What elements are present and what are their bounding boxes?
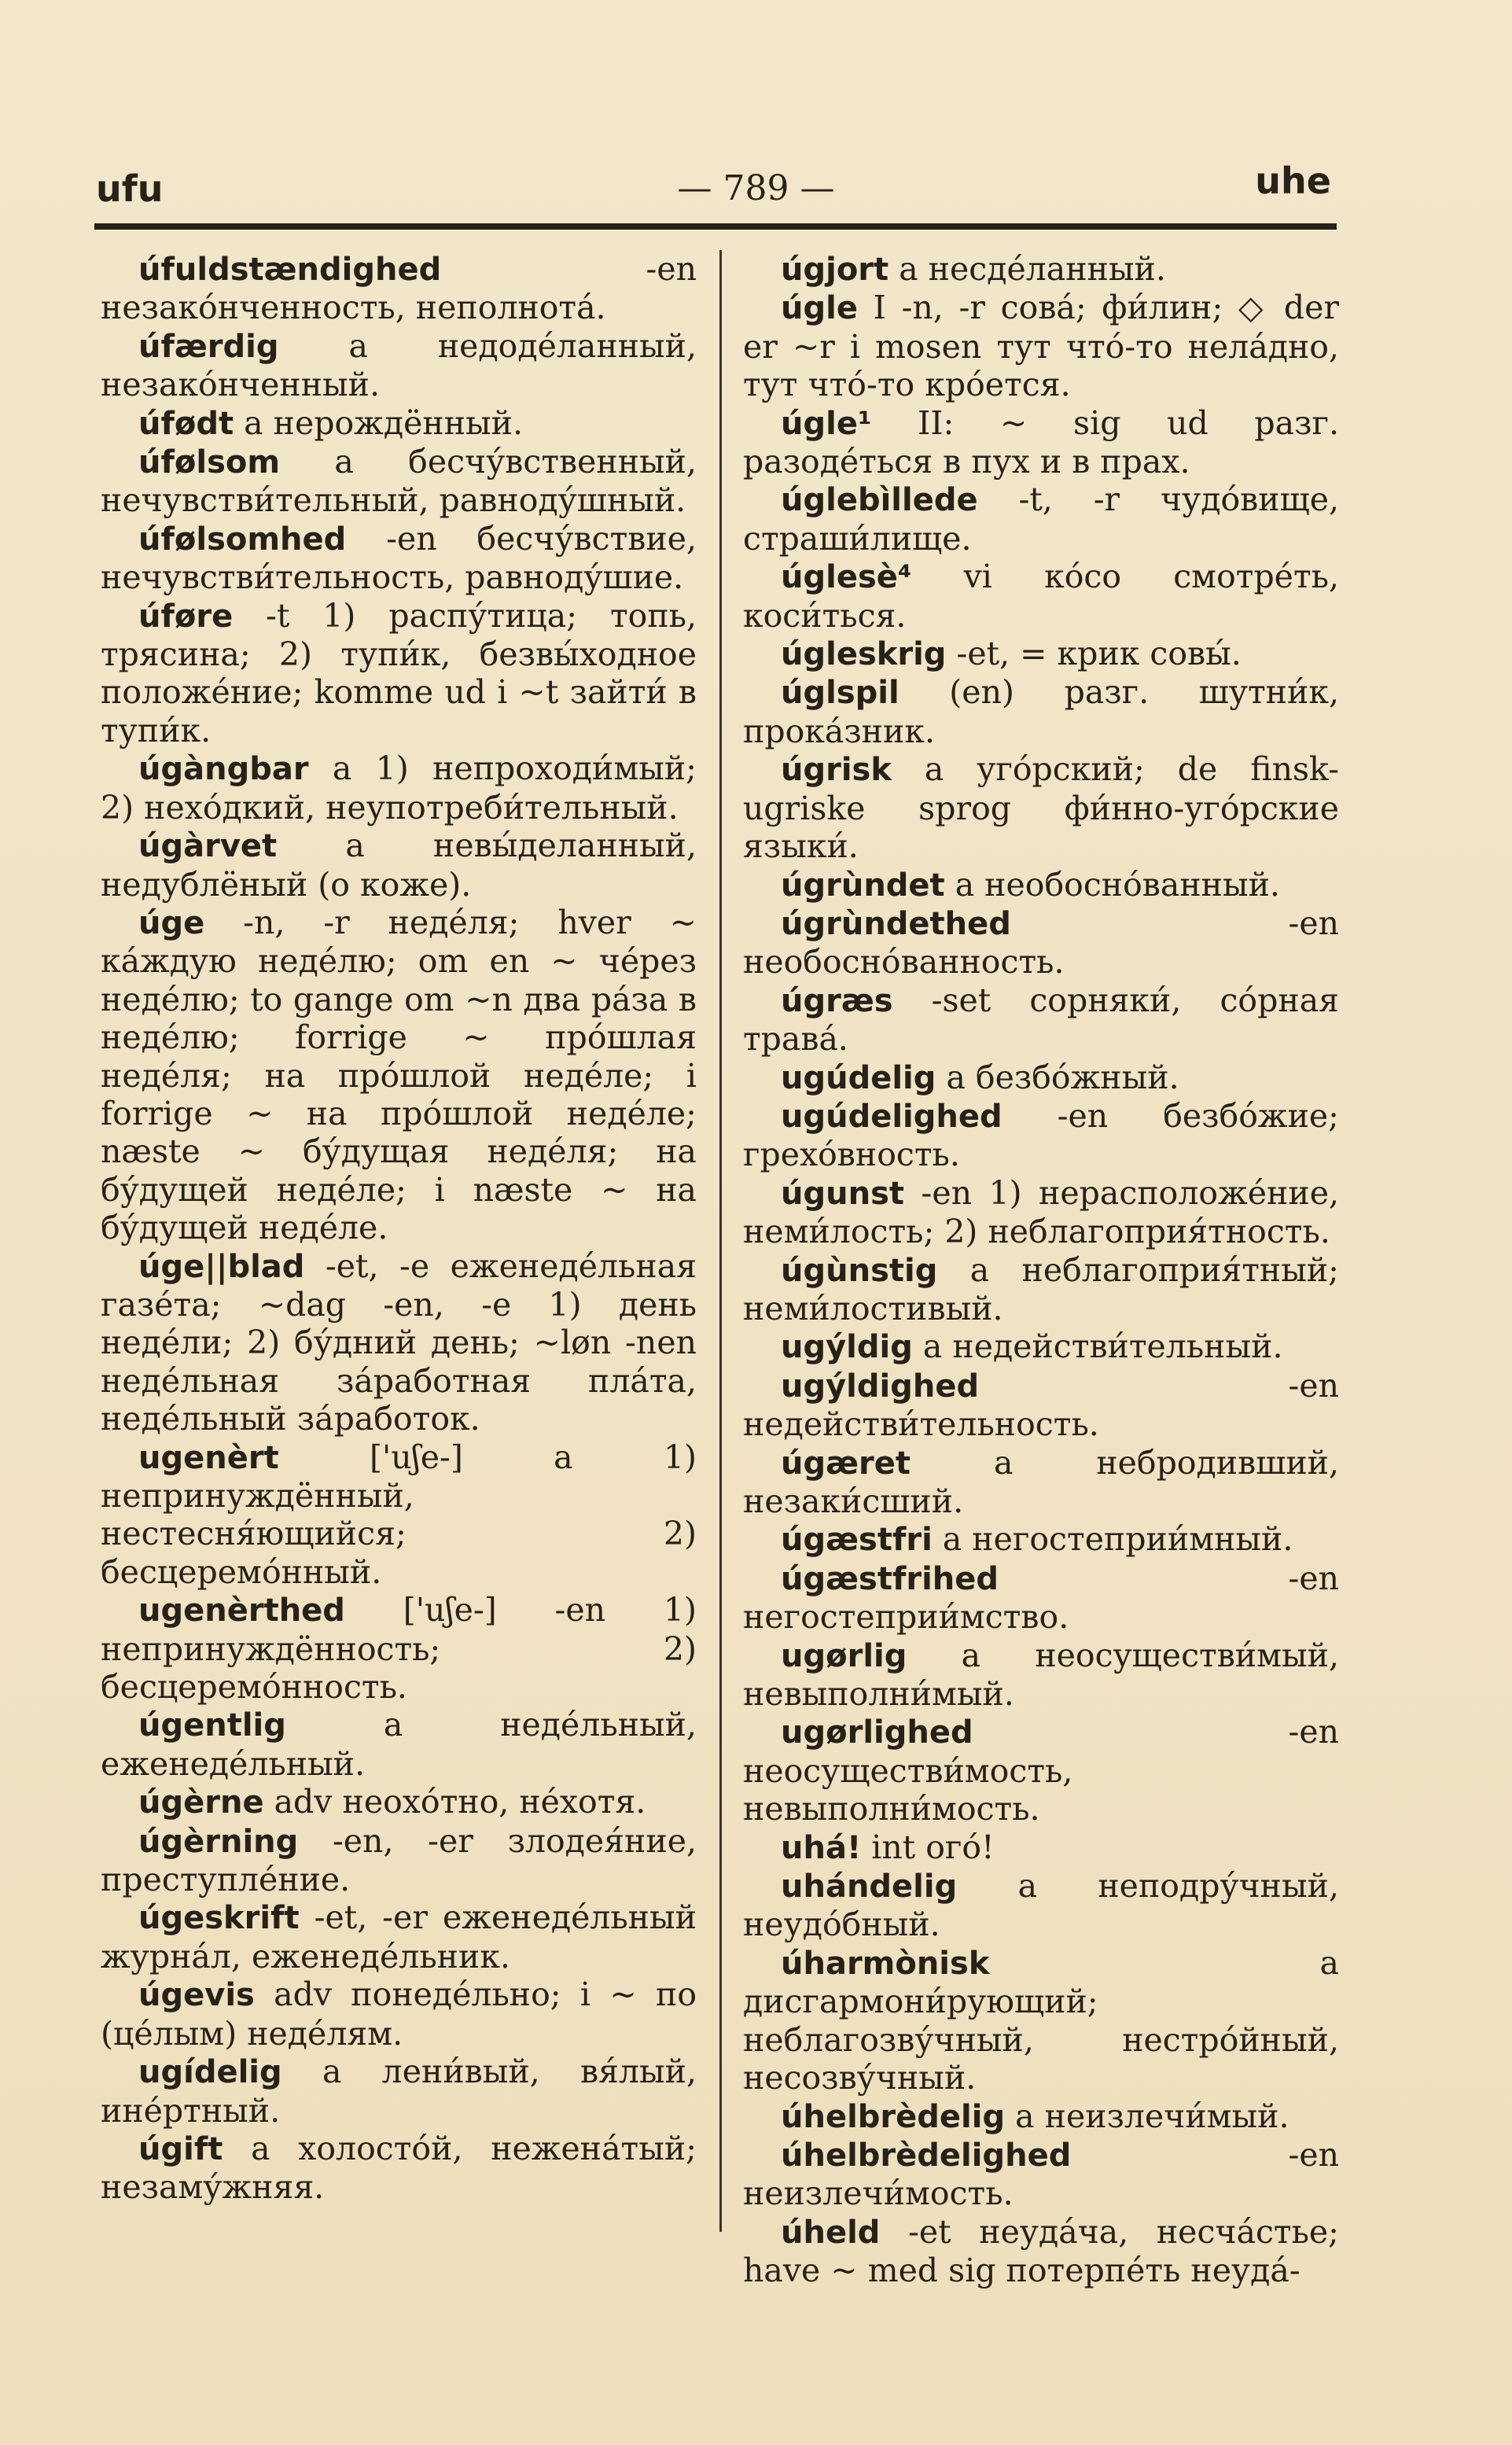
entry-definition: -en неизлечи́мость. [743, 2135, 1339, 2213]
dictionary-entry [743, 1174, 1339, 1251]
entry-definition: -en, -er злодея́ние, преступле́ние. [101, 1821, 697, 1899]
dictionary-entry [743, 904, 1339, 981]
entry-definition: (en) разг. шутни́к, прока́зник. [743, 673, 1339, 750]
dictionary-entry [743, 2097, 1339, 2136]
entry-headword: úhelbrèdelig [781, 2098, 1006, 2135]
entry-definition: -en недействи́тельность. [743, 1366, 1339, 1444]
entry-headword: úfølsomhed [138, 521, 347, 558]
entry-headword: úheld [781, 2214, 881, 2251]
entry-definition: -en бесчу́вствие, нечувстви́тельность, равноду́шие. [101, 519, 697, 597]
entry-headword: úgjort [781, 252, 889, 288]
entry-definition: adv понеде́льно; i ~ по (це́лым) неде́лям. [101, 1976, 697, 2053]
entry-headword: ugenèrt [138, 1439, 279, 1476]
dictionary-entry [743, 1251, 1339, 1328]
entry-headword: ugørlighed [781, 1714, 973, 1751]
entry-definition: a уго́рский; de finsk-ugriske sprog фи́нно-уго́рские языки́. [743, 750, 1339, 866]
entry-headword: ugýldighed [781, 1368, 980, 1405]
entry-definition: a несде́ланный. [888, 250, 1166, 288]
entry-headword: úgle¹ [781, 405, 872, 442]
entry-definition: a безбо́жный. [936, 1058, 1179, 1096]
entry-headword: úglebìllede [781, 482, 978, 519]
entry-definition: a неподру́чный, неудо́бный. [743, 1867, 1339, 1944]
right-column [743, 250, 1339, 2290]
entry-headword: úfærdig [138, 328, 279, 365]
entry-headword: úgrisk [781, 752, 892, 789]
entry-definition: a нерождённый. [234, 403, 524, 442]
entry-definition: II: ~ sig ud разг. разоде́ться в пух и в прах. [743, 403, 1339, 481]
entry-definition: I -n, -r сова́; фи́лин; ◇ der er ~r i mosen тут что́-то нела́дно, тут что́-то кро́ется. [743, 289, 1339, 404]
dictionary-entry [743, 866, 1339, 904]
entry-definition: -n, -r неде́ля; hver ~ ка́ждую неде́лю; om en ~ че́рез неде́лю; to gange om ~n два ра́за в неде́лю; forrige ~ про́шлая неде́ля; на про́шлой неде́ле; i forrige ~ на про́шлой неде́ле; næste ~ бу́дущая неде́ля; на бу́дущей неде́ле; i næste ~ на бу́дущей неде́ле. [101, 903, 697, 1247]
entry-definition: -en необосно́ванность. [743, 904, 1339, 981]
dictionary-entry [101, 2053, 697, 2130]
entry-headword: ugídelig [138, 2054, 282, 2091]
dictionary-entry [743, 1637, 1339, 1714]
dictionary-entry [101, 1591, 697, 1706]
entry-headword: ugenèrthed [138, 1593, 345, 1629]
dictionary-entry [743, 481, 1339, 558]
header-guide-word-right: uhe [1255, 160, 1331, 202]
entry-definition: -t, -r чудо́вище, страши́лище. [743, 481, 1339, 558]
entry-definition: ['uʃe-] a 1) непринуждённый, нестесня́ющийся; 2) бесцеремо́нный. [101, 1438, 697, 1591]
dictionary-entry [101, 1438, 697, 1592]
dictionary-entry [101, 597, 697, 750]
left-column [101, 250, 697, 2207]
entry-definition: ['uʃe-] -en 1) непринуждённость; 2) бесцеремо́нность. [101, 1591, 697, 1707]
dictionary-entry [743, 1944, 1339, 2097]
dictionary-entry [743, 250, 1339, 289]
dictionary-entry [101, 250, 697, 327]
entry-headword: úharmònisk [781, 1945, 990, 1982]
page-number: — 789 — [677, 168, 835, 208]
entry-definition: a негостеприи́мный. [932, 1520, 1293, 1559]
dictionary-entry [101, 904, 697, 1247]
dictionary-entry [743, 1327, 1339, 1366]
dictionary-entry [743, 1444, 1339, 1521]
entry-definition: a неосуществи́мый, невыполни́мый. [743, 1636, 1339, 1714]
entry-definition: a неизлечи́мый. [1005, 2097, 1289, 2135]
dictionary-entry [101, 2130, 697, 2207]
entry-headword: úgle [781, 290, 858, 327]
entry-headword: ugýldig [781, 1329, 913, 1366]
entry-definition: -en 1) нерасположе́ние, неми́лость; 2) неблагоприя́тность. [743, 1173, 1339, 1251]
entry-definition: -en негостеприи́мство. [743, 1559, 1339, 1637]
header-rule [94, 223, 1337, 230]
entry-definition: -t 1) распу́тица; топь, трясина; 2) тупи́к, безвы́ходное положе́ние; komme ud i ~t зайти́ в тупи́к. [101, 596, 697, 749]
entry-headword: úgùnstig [781, 1252, 938, 1289]
entry-headword: úgæstfri [781, 1522, 933, 1559]
entry-definition: a неблагоприя́тный; неми́лостивый. [743, 1250, 1339, 1327]
entry-headword: úgæret [781, 1445, 911, 1482]
entry-headword: úgàngbar [138, 751, 309, 788]
dictionary-entry [743, 1520, 1339, 1559]
dictionary-entry [743, 1097, 1339, 1174]
entry-headword: uhándelig [781, 1869, 958, 1906]
dictionary-entry [101, 1783, 697, 1821]
entry-headword: úgèrning [138, 1823, 299, 1860]
entry-headword: úgentlig [138, 1707, 286, 1744]
entry-headword: ugørlig [781, 1637, 907, 1674]
entry-headword: úgeskrift [138, 1900, 300, 1937]
dictionary-entry [101, 827, 697, 904]
entry-definition: -et, -e еженеде́льная газе́та; ~dag -en, -e 1) день неде́ли; 2) бу́дний день; ~løn -nen неде́льная за́работная пла́та, неде́льный за́работок. [101, 1246, 697, 1438]
entry-definition: a необосно́ванный. [944, 865, 1280, 904]
entry-headword: úglspil [781, 675, 899, 712]
entry-headword: úhelbrèdelighed [781, 2137, 1072, 2174]
dictionary-entry [101, 1898, 697, 1976]
dictionary-entry [743, 750, 1339, 865]
entry-headword: úge||blad [138, 1248, 305, 1285]
entry-definition: vi ко́со смотре́ть, коси́ться. [743, 558, 1339, 635]
dictionary-entry [101, 520, 697, 597]
entry-headword: úfuldstændighed [138, 252, 442, 288]
entry-definition: a 1) непроходи́мый; 2) нехо́дкий, неупотреби́тельный. [101, 749, 697, 827]
entry-headword: uhá! [781, 1829, 862, 1866]
entry-definition: a недоде́ланный, незако́нченный. [101, 326, 697, 404]
entry-definition: -et, -er еженеде́льный журна́л, еженеде́льник. [101, 1898, 697, 1976]
entry-headword: úfødt [138, 405, 234, 442]
entry-headword: úgunst [781, 1175, 904, 1212]
dictionary-entry [101, 749, 697, 827]
entry-headword: úge [138, 904, 205, 941]
entry-definition: -et неуда́ча, несча́стье; have ~ med sig потерпе́ть неуда́- [743, 2212, 1339, 2290]
entry-definition: a недействи́тельный. [912, 1327, 1283, 1366]
entry-headword: ugúdelig [781, 1059, 936, 1096]
entry-headword: úføre [138, 598, 234, 635]
entry-headword: úgleskrig [781, 636, 947, 673]
dictionary-entry [101, 1822, 697, 1899]
dictionary-entry [743, 2213, 1339, 2290]
dictionary-entry [101, 327, 697, 404]
entry-headword: úfølsom [138, 444, 281, 481]
entry-definition: -et, = крик совы́. [946, 635, 1242, 673]
entry-definition: a небродивший, незаки́сший. [743, 1443, 1339, 1520]
dictionary-entry [743, 1828, 1339, 1867]
dictionary-entry [101, 1976, 697, 2053]
dictionary-entry [743, 981, 1339, 1059]
entry-definition: adv неохо́тно, не́хотя. [263, 1783, 646, 1821]
entry-definition: int ого́! [861, 1828, 995, 1866]
dictionary-entry [743, 1867, 1339, 1944]
entry-headword: úgrùndethed [781, 905, 1011, 942]
entry-definition: -en безбо́жие; грехо́вность. [743, 1096, 1339, 1174]
dictionary-entry [743, 1713, 1339, 1828]
entry-definition: a холосто́й, нежена́тый; незаму́жняя. [101, 2129, 697, 2207]
dictionary-entry [743, 404, 1339, 481]
entry-definition: -en неосуществи́мость, невыполни́мость. [743, 1713, 1339, 1828]
entry-definition: a бесчу́вственный, нечувстви́тельный, равноду́шный. [101, 443, 697, 520]
dictionary-entry [101, 443, 697, 520]
entry-definition: -en незако́нченность, неполнота́. [101, 250, 697, 327]
dictionary-entry [101, 1247, 697, 1438]
entry-definition: a лени́вый, вя́лый, ине́ртный. [101, 2053, 697, 2130]
header-guide-word-left: ufu [96, 168, 164, 210]
entry-headword: úglesè⁴ [781, 559, 912, 596]
entry-definition: a неде́льный, еженеде́льный. [101, 1706, 697, 1783]
entry-headword: úgift [138, 2130, 223, 2167]
dictionary-entry [743, 558, 1339, 635]
dictionary-entry [743, 1559, 1339, 1637]
entry-headword: úgevis [138, 1977, 255, 2014]
entry-headword: ugúdelighed [781, 1098, 1002, 1135]
dictionary-entry [743, 1367, 1339, 1444]
entry-headword: úgèrne [138, 1784, 264, 1821]
dictionary-entry [743, 673, 1339, 750]
entry-headword: úgræs [781, 982, 893, 1019]
column-divider [719, 250, 722, 2232]
dictionary-entry [101, 404, 697, 443]
entry-definition: -set сорняки́, со́рная трава́. [743, 981, 1339, 1059]
entry-headword: úgàrvet [138, 828, 278, 865]
dictionary-entry [743, 2136, 1339, 2213]
dictionary-entry [743, 289, 1339, 403]
entry-definition: a невы́деланный, недублёный (о коже). [101, 827, 697, 904]
entry-headword: úgæstfrihed [781, 1560, 999, 1597]
entry-headword: úgrùndet [781, 867, 945, 904]
dictionary-entry [743, 635, 1339, 673]
entry-definition: a дисгармони́рующий; неблагозву́чный, нестро́йный, несозву́чный. [743, 1943, 1339, 2097]
dictionary-entry [101, 1706, 697, 1783]
dictionary-entry [743, 1059, 1339, 1097]
